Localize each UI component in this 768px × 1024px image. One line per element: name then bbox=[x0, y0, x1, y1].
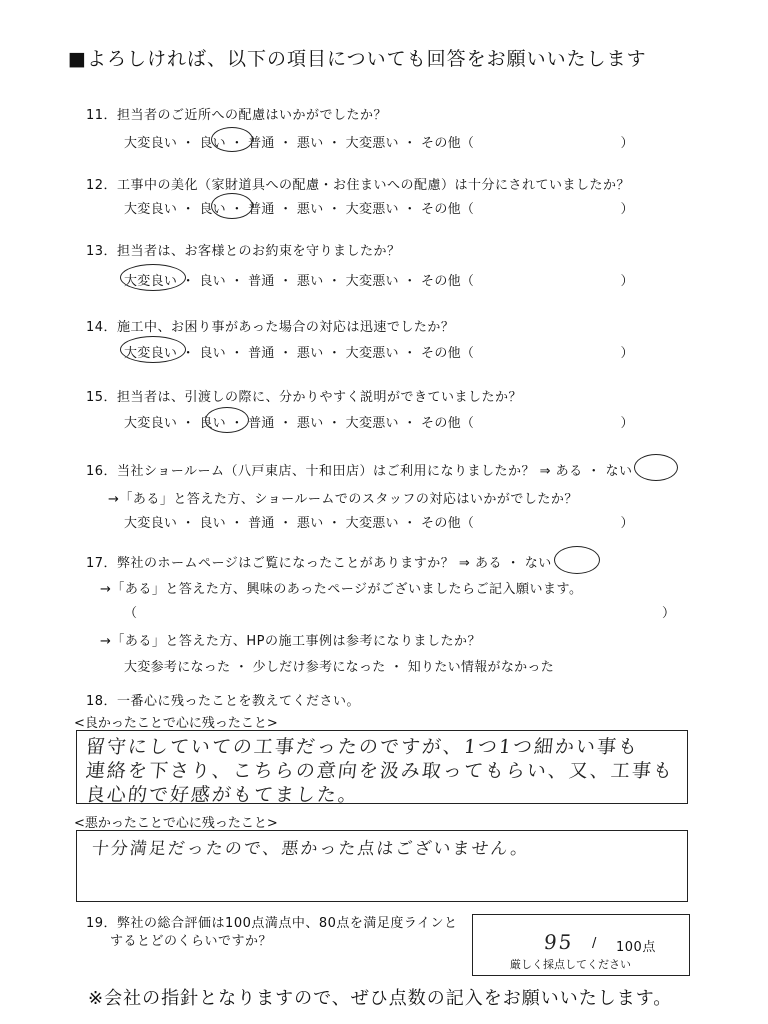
question-11: 11．担当者のご近所への配慮はいかがでしたか？ bbox=[86, 108, 388, 123]
question-13-circle-mark bbox=[120, 264, 186, 291]
question-19-line-1: 19．弊社の総合評価は100点満点中、80点を満足度ラインと bbox=[86, 916, 458, 931]
question-15: 15．担当者は、引渡しの際に、分かりやすく説明ができていましたか？ bbox=[86, 390, 523, 405]
question-14: 14．施工中、お困り事があった場合の対応は迅速でしたか？ bbox=[86, 320, 455, 335]
question-16-options: 大変良い ・ 良い ・ 普通 ・ 悪い ・ 大変悪い ・ その他（ ） bbox=[124, 516, 634, 531]
score-value: 95 bbox=[542, 930, 575, 954]
question-17-paren-close: ） bbox=[662, 606, 676, 621]
question-17-circle-mark bbox=[554, 546, 600, 574]
good-comment-line-3: 良心的で好感がもてました。 bbox=[84, 784, 361, 806]
score-max: 100点 bbox=[616, 940, 656, 955]
question-14-circle-mark bbox=[120, 336, 186, 363]
question-17-followup-1: →「ある」と答えた方、興味のあったページがございましたらご記入願います。 bbox=[100, 582, 583, 597]
question-15-options: 大変良い ・ 良い ・ 普通 ・ 悪い ・ 大変悪い ・ その他（ ） bbox=[124, 416, 634, 431]
question-16-circle-mark bbox=[634, 454, 678, 481]
question-12-options: 大変良い ・ 良い ・ 普通 ・ 悪い ・ 大変悪い ・ その他（ ） bbox=[124, 202, 634, 217]
bad-comment-label: <悪かったことで心に残ったこと> bbox=[74, 816, 278, 831]
good-comment-line-1: 留守にしていての工事だったのですが、1つ1つ細かい事も bbox=[84, 736, 641, 758]
question-19-line-2: するとどのくらいですか？ bbox=[110, 934, 273, 949]
score-slash: / bbox=[592, 936, 597, 951]
question-11-options: 大変良い ・ 良い ・ 普通 ・ 悪い ・ 大変悪い ・ その他（ ） bbox=[124, 136, 634, 151]
question-17-followup-2: →「ある」と答えた方、HPの施工事例は参考になりましたか？ bbox=[100, 634, 482, 649]
question-12: 12．工事中の美化（家財道具への配慮・お住まいへの配慮）は十分にされていましたか？ bbox=[86, 178, 631, 193]
question-17: 17．弊社のホームページはご覧になったことがありますか？ ⇒ ある ・ ない bbox=[86, 556, 552, 571]
question-13-options: 大変良い ・ 良い ・ 普通 ・ 悪い ・ 大変悪い ・ その他（ ） bbox=[124, 274, 634, 289]
question-12-circle-mark bbox=[211, 193, 253, 219]
footer-note: ※会社の指針となりますので、ぜひ点数の記入をお願いいたします。 bbox=[88, 988, 673, 1009]
bad-comment-text: 十分満足だったので、悪かった点はございません。 bbox=[90, 839, 531, 859]
good-comment-line-2: 連絡を下さり、こちらの意向を汲み取ってもらい、又、工事も bbox=[84, 760, 676, 782]
survey-title: ■よろしければ、以下の項目についても回答をお願いいたします bbox=[68, 48, 647, 70]
question-18: 18．一番心に残ったことを教えてください。 bbox=[86, 694, 361, 709]
question-14-options: 大変良い ・ 良い ・ 普通 ・ 悪い ・ 大変悪い ・ その他（ ） bbox=[124, 346, 634, 361]
question-17-paren-open: （ bbox=[124, 606, 138, 621]
question-11-circle-mark bbox=[211, 127, 253, 152]
question-17-options: 大変参考になった ・ 少しだけ参考になった ・ 知りたい情報がなかった bbox=[124, 660, 555, 675]
question-16-followup: →「ある」と答えた方、ショールームでのスタッフの対応はいかがでしたか？ bbox=[108, 492, 578, 507]
question-16: 16．当社ショールーム（八戸東店、十和田店）はご利用になりましたか？ ⇒ ある ・ ない bbox=[86, 464, 633, 479]
question-15-circle-mark bbox=[205, 407, 249, 433]
score-note: 厳しく採点してください bbox=[510, 958, 631, 971]
question-13: 13．担当者は、お客様とのお約束を守りましたか？ bbox=[86, 244, 401, 259]
good-comment-label: <良かったことで心に残ったこと> bbox=[74, 716, 278, 731]
